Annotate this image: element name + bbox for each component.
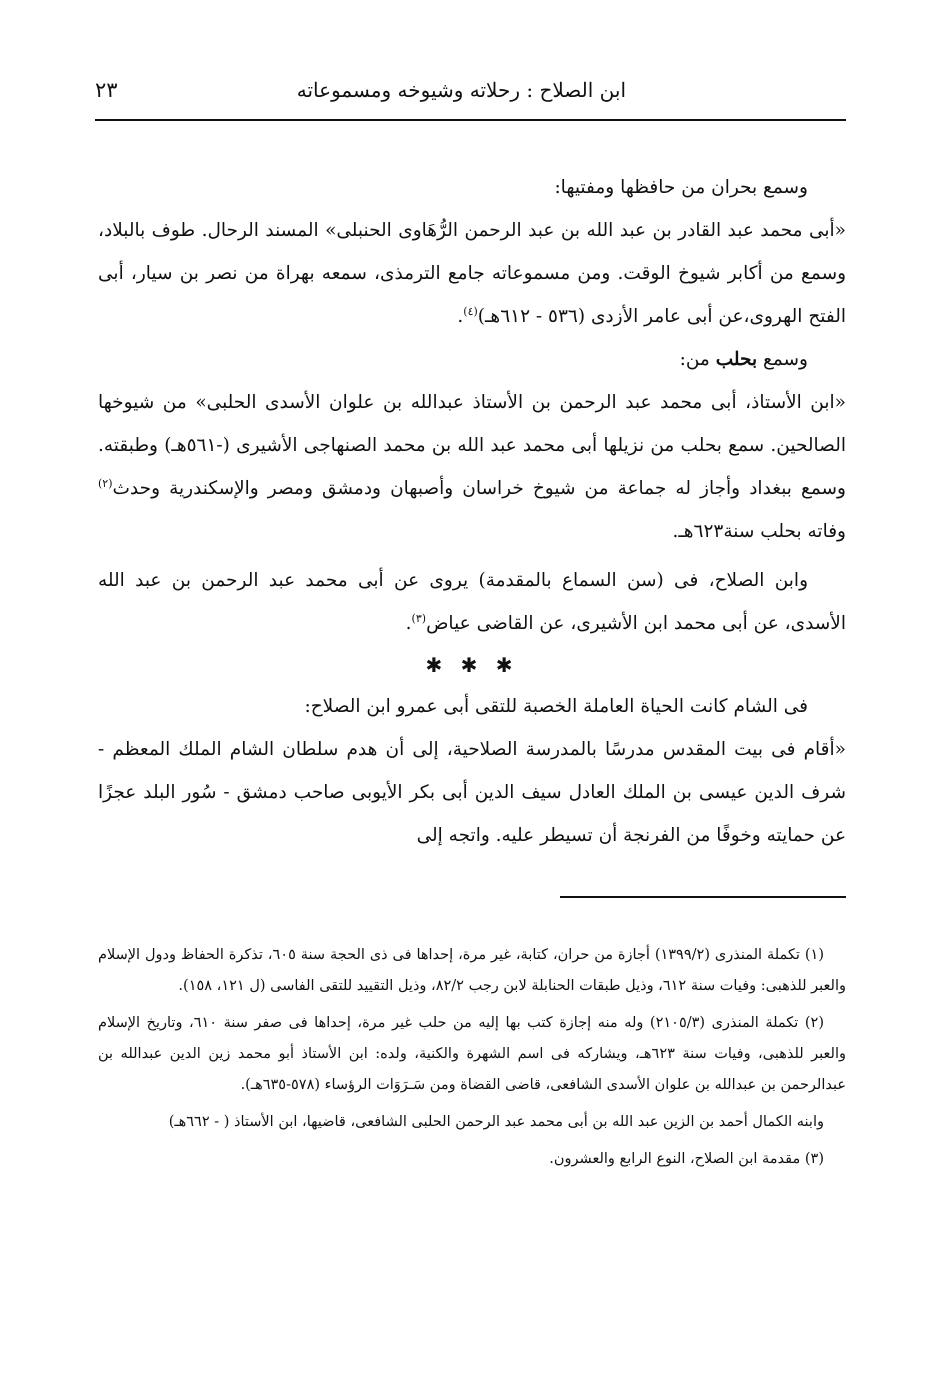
running-title: ابن الصلاح : رحلاته وشيوخه ومسموعاته (296, 78, 626, 102)
footnote-number: (٣) (804, 1151, 824, 1167)
page-number: ٢٣ (95, 78, 118, 102)
footnote-3 (98, 1144, 846, 1175)
footnote-ref-3: (٣) (411, 611, 427, 625)
aleppo-text-end: وفاته بحلب سنة٦٢٣هـ. (672, 521, 846, 542)
footnote-number: (٢) (804, 1015, 825, 1031)
aleppo-intro-b: من: (679, 349, 710, 370)
footnote-2 (98, 1008, 846, 1101)
harran-intro (98, 166, 846, 209)
page-header (95, 72, 846, 116)
aleppo-intro-city: بحلب (715, 349, 758, 370)
footnote-text: تكملة المنذرى (٢١٠٥/٣) وله منه إجازة كتب بها إليه من حلب غير مرة، إحداها فى صفر سنة ٦١٠، وتاريخ الإسلام والعبر للذهبى، وفيات سنة ٦٢٣هـ، ويشاركه فى اسم الشهرة والكنية، ولده: ابن الأستاذ أبو محمد زين الدين عبدالله بن عبدالرحمن بن عبدالله بن علوان الأسدى الشافعى، قاضى القضاة ومن سَـرَوَات الرؤساء (٥٧٨-٦٣٥هـ). (98, 1015, 846, 1093)
harran-text: «أبى محمد عبد القادر بن عبد الله بن عبد الرحمن الرُّهَاوى الحنبلى» المسند الرحال. طوف بالبلاد، وسمع من أكابر شيوخ الوقت. ومن مسموعاته جامع الترمذى، سمعه بهراة من نصر بن سيار، أبى الفتح الهروى،عن أبى عامر الأزدى (٥٣٦ - ٦١٢هـ) (98, 220, 846, 327)
footnote-number: (١) (804, 947, 824, 963)
header-rule (95, 119, 846, 121)
footnotes (98, 940, 846, 1181)
footnote-text: وابنه الكمال أحمد بن الزين عبد الله بن أبى محمد عبد الرحمن الحلبى الشافعى، قاضيها، ابن الأستاذ ( - ٦٦٢هـ) (168, 1114, 824, 1130)
sham-text: «أقام فى بيت المقدس مدرسًا بالمدرسة الصلاحية، إلى أن هدم سلطان الشام الملك المعظم - شرف الدين عيسى بن الملك العادل سيف الدين أبى بكر الأيوبى صاحب دمشق - سُور البلد عجزًا عن حمايته وخوفًا من الفرنجة أن تسيطر عليه. واتجه إلى (98, 739, 846, 846)
footnote-ref-4: (٤) (463, 304, 478, 318)
aleppo-text: «ابن الأستاذ، أبى محمد عبد الرحمن بن الأستاذ عبدالله بن علوان الأسدى الحلبى» من شيوخها الصالحين. سمع بحلب من نزيلها أبى محمد عبد الله بن محمد الصنهاجى الأشيرى (-٥٦١هـ) وطبقته. وسمع ببغداد وأجاز له جماعة من شيوخ خراسان وأصبهان ودمشق ومصر والإسكندرية وحدث (98, 392, 846, 499)
section-separator: ✱ ✱ ✱ (425, 653, 519, 677)
sham-paragraph (98, 728, 846, 857)
aleppo-intro-a: وسمع (763, 349, 808, 370)
footnote-text: مقدمة ابن الصلاح، النوع الرابع والعشرون. (549, 1151, 801, 1167)
footnote-1 (98, 940, 846, 1002)
ibn-salah-paragraph: وابن الصلاح، فى (سن السماع بالمقدمة) يروى عن أبى محمد عبد الرحمن بن عبد الله الأسدى، عن أبى محمد ابن الأشيرى، عن القاضى عياض$^{(٣)}$. (98, 570, 846, 634)
ibn-salah-text: وابن الصلاح، فى (سن السماع بالمقدمة) يروى عن أبى محمد عبد الرحمن بن عبد الله الأسدى، عن أبى محمد ابن الأشيرى، عن القاضى عياض (98, 570, 846, 634)
aleppo-paragraph (98, 381, 846, 553)
footnote-text: تكملة المنذرى (١٣٩٩/٢) أجازة من حران، كتابة، غير مرة، إحداها فى ذى الحجة سنة ٦٠٥، تذكرة الحفاظ ودول الإسلام والعبر للذهبى: وفيات سنة ٦١٢، وذيل طبقات الحنابلة لابن رجب ٨٢/٢، وذيل التقييد للتقى الفاسى (ل ١٢١، ١٥٨). (98, 947, 846, 994)
aleppo-intro (98, 338, 846, 381)
sham-intro-text: فى الشام كانت الحياة العاملة الخصبة للتقى أبى عمرو ابن الصلاح: (304, 696, 808, 717)
footnote-2-continuation (98, 1107, 846, 1138)
footnotes-rule (560, 896, 846, 898)
harran-intro-text: وسمع بحران من حافظها ومفتيها: (554, 177, 808, 198)
sham-intro (98, 685, 846, 728)
main-text (98, 166, 846, 857)
harran-paragraph: «أبى محمد عبد القادر بن عبد الله بن عبد الرحمن الرُّهَاوى الحنبلى» المسند الرحال. طوف بالبلاد، وسمع من أكابر شيوخ الوقت. ومن مسموعاته جامع الترمذى، سمعه بهراة من نصر بن سيار، أبى الفتح الهروى،عن أبى عامر الأزدى (٥٣٦ - ٦١٢هـ)$^{(٤)}$. (98, 220, 846, 327)
footnote-ref-2: (٢) (98, 476, 113, 490)
